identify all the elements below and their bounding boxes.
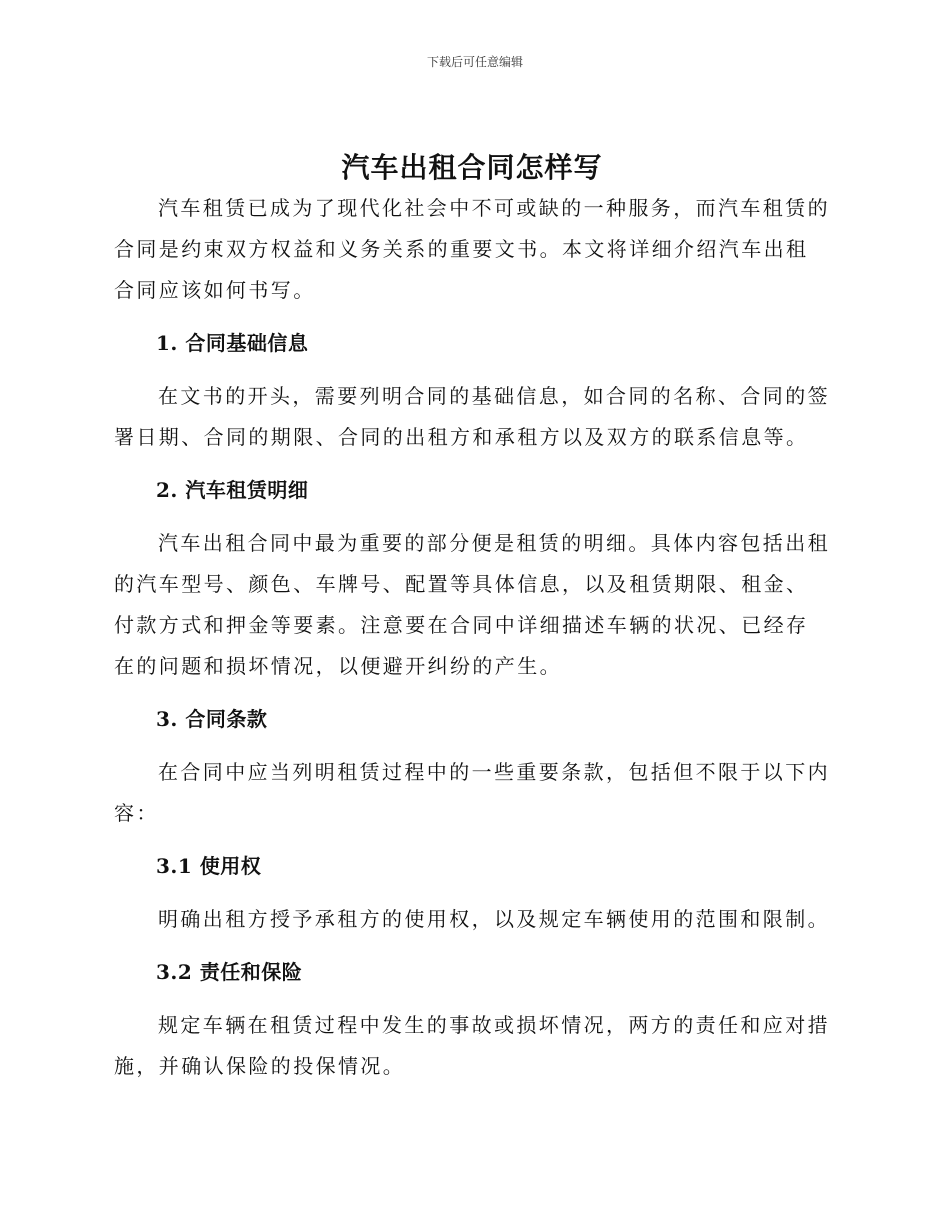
section-body-liability-insurance: 规定车辆在租赁过程中发生的事故或损坏情况，两方的责任和应对措施，并确认保险的投保情况。 [114,1013,830,1078]
section-heading-liability-insurance: 3.2 责任和保险 [156,960,303,984]
header-note: 下载后可任意编辑 [426,55,523,69]
section-heading-usage-rights: 3.1 使用权 [156,854,262,878]
section-body-basic-info: 在文书的开头，需要列明合同的基础信息，如合同的名称、合同的签署日期、合同的期限、合同的出租方和承租方以及双方的联系信息等。 [114,384,830,449]
section-heading-rental-details: 2. 汽车租赁明细 [156,478,309,502]
section-body-usage-rights: 明确出租方授予承租方的使用权，以及规定车辆使用的范围和限制。 [158,907,830,931]
section-body-rental-details: 汽车出租合同中最为重要的部分便是租赁的明细。具体内容包括出租的汽车型号、颜色、车牌号、配置等具体信息，以及租赁期限、租金、付款方式和押金等要素。注意要在合同中详细描述车辆的状况、已经存在的问题和损坏情况，以便避开纠纷的产生。 [114,531,830,678]
document-body [114,148,830,1087]
section-body-terms: 在合同中应当列明租赁过程中的一些重要条款，包括但不限于以下内容： [114,760,830,825]
section-heading-basic-info: 1. 合同基础信息 [156,331,309,355]
document-title: 汽车出租合同怎样写 [341,151,603,184]
section-heading-terms: 3. 合同条款 [156,707,268,731]
intro-paragraph: 汽车租赁已成为了现代化社会中不可或缺的一种服务，而汽车租赁的合同是约束双方权益和义务关系的重要文书。本文将详细介绍汽车出租合同应该如何书写。 [114,196,830,302]
